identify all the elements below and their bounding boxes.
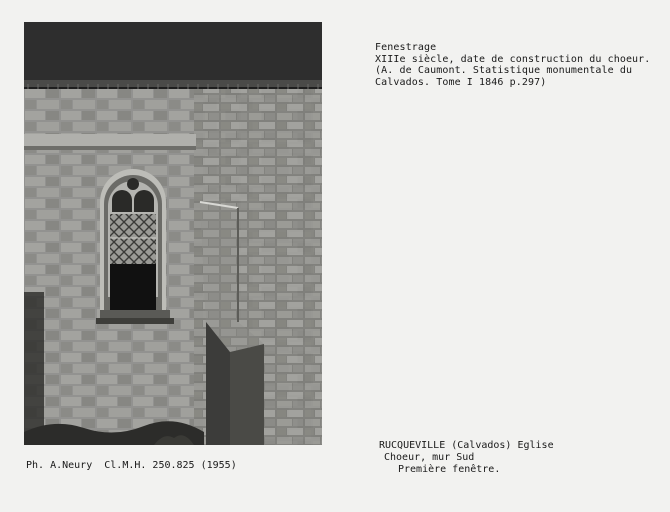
photograph-image [24, 22, 322, 445]
caption-block [375, 42, 665, 88]
church-window-photograph [24, 22, 322, 445]
location-block [379, 440, 554, 476]
caption-line: (A. de Caumont. Statistique monumentale du [375, 65, 633, 76]
location-line: Choeur, mur Sud [384, 452, 475, 463]
location-line: Première fenêtre. [398, 464, 501, 475]
location-line: RUCQUEVILLE (Calvados) Eglise [379, 440, 554, 451]
caption-line: Calvados. Tome I 1846 p.297) [375, 76, 547, 88]
caption-title: Fenestrage [375, 42, 437, 53]
photo-credit: Ph. A.Neury Cl.M.H. 250.825 (1955) [26, 460, 237, 471]
caption-line: XIIIe siècle, date de construction du choeur. [375, 53, 651, 65]
